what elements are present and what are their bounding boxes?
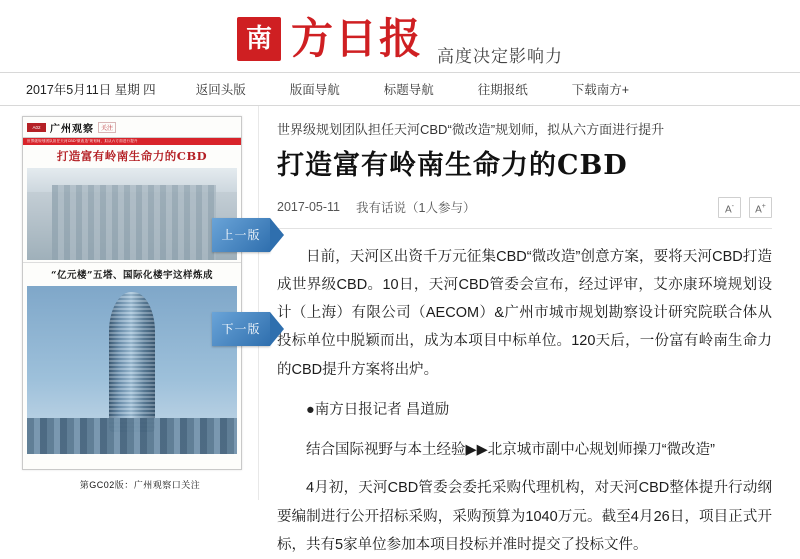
- font-increase-label: A: [755, 203, 762, 215]
- paper-sub-headline: “亿元楼”五塔、国际化楼宇这样炼成: [23, 262, 241, 284]
- next-page-ribbon[interactable]: [212, 312, 270, 346]
- font-increase-button[interactable]: [749, 197, 772, 218]
- paper-headline: 打造富有岭南生命力的CBD: [56, 149, 208, 163]
- article-paragraph: 4月初，天河CBD管委会委托采购代理机构，对天河CBD整体提升行动纲要编制进行公开招标采购，采购预算为1040万元。截至4月26日，项目正式开标，共有5家单位参加本项目投标并准时提交了投标文件。: [277, 480, 772, 553]
- nav-item-back-to-front[interactable]: 返回头版: [195, 83, 246, 97]
- comment-link[interactable]: 我有话说: [356, 201, 407, 216]
- prev-page-ribbon[interactable]: [212, 218, 270, 252]
- paper-page-badge: A02: [27, 123, 46, 132]
- prev-page-label: 上一版: [221, 227, 261, 242]
- paper-section-tag: 关注: [98, 122, 116, 133]
- font-decrease-label: A: [724, 203, 732, 215]
- article-date: 2017-05-11: [277, 200, 341, 215]
- skyline-illustration: [27, 418, 237, 454]
- article-byline: ●南方日报记者 昌道励: [306, 401, 450, 418]
- site-logo[interactable]: [237, 14, 423, 63]
- article-paragraph: 日前，天河区出资千万元征集CBD“微改造”创意方案，要将天河CBD打造成世界级CBD。10日，天河CBD管委会宣布，经过评审，艾亦康环境规划设计（上海）有限公司（AECOM）&广州市城市规划勘察设计研究院联合体从投标单位中脱颖而出，成为本项目中标单位。120天后，一份富有岭南生命力的CBD提升方案将出炉。: [277, 248, 772, 378]
- navbar: [0, 72, 800, 106]
- font-increase-sup: +: [761, 202, 766, 210]
- paper-shoulder-line: 世界级规划团队担任天河CBD“微改造”规划师，拟从六方面进行提升: [23, 138, 241, 145]
- tower-illustration: [109, 292, 155, 432]
- article-meta: [277, 197, 772, 229]
- nav-item-download-app[interactable]: 下载南方+: [571, 83, 630, 97]
- navbar-date: 2017年5月11日 星期 四: [26, 83, 156, 97]
- article-subheading: 结合国际视野与本土经验▶▶北京城市副中心规划师操刀“微改造”: [306, 442, 715, 459]
- page-title: 打造富有岭南生命力的CBD: [277, 149, 628, 181]
- next-page-label: 下一版: [221, 321, 261, 336]
- nav-item-page-navigation[interactable]: 版面导航: [289, 83, 340, 97]
- content-area: [0, 106, 800, 553]
- font-decrease-sup: -: [731, 202, 734, 210]
- masthead: [0, 0, 800, 72]
- nav-item-headline-navigation[interactable]: 标题导航: [383, 83, 434, 97]
- site-slogan: 高度决定影响力: [437, 47, 563, 66]
- nav-item-past-issues[interactable]: 往期报纸: [477, 83, 528, 97]
- logo-text: 方日报: [290, 14, 423, 63]
- paper-caption: 第GC02版：广州观察口关注: [79, 480, 201, 490]
- article-body: [277, 243, 772, 559]
- paper-preview-column: [0, 106, 261, 500]
- article-column: [258, 106, 800, 553]
- paper-top-photo: [27, 168, 237, 260]
- paper-main-photo: [27, 286, 237, 454]
- logo-mark: 南: [237, 17, 281, 61]
- comment-count: （1人参与）: [406, 201, 476, 216]
- paper-thumb-header: [23, 117, 241, 138]
- newspaper-page-thumbnail[interactable]: [22, 116, 242, 470]
- font-size-controls: [718, 197, 772, 218]
- font-decrease-button[interactable]: [718, 197, 741, 218]
- paper-section-title: 广州观察: [50, 124, 94, 135]
- article-shoulder: 世界级规划团队担任天河CBD“微改造”规划师，拟从六方面进行提升: [277, 122, 665, 137]
